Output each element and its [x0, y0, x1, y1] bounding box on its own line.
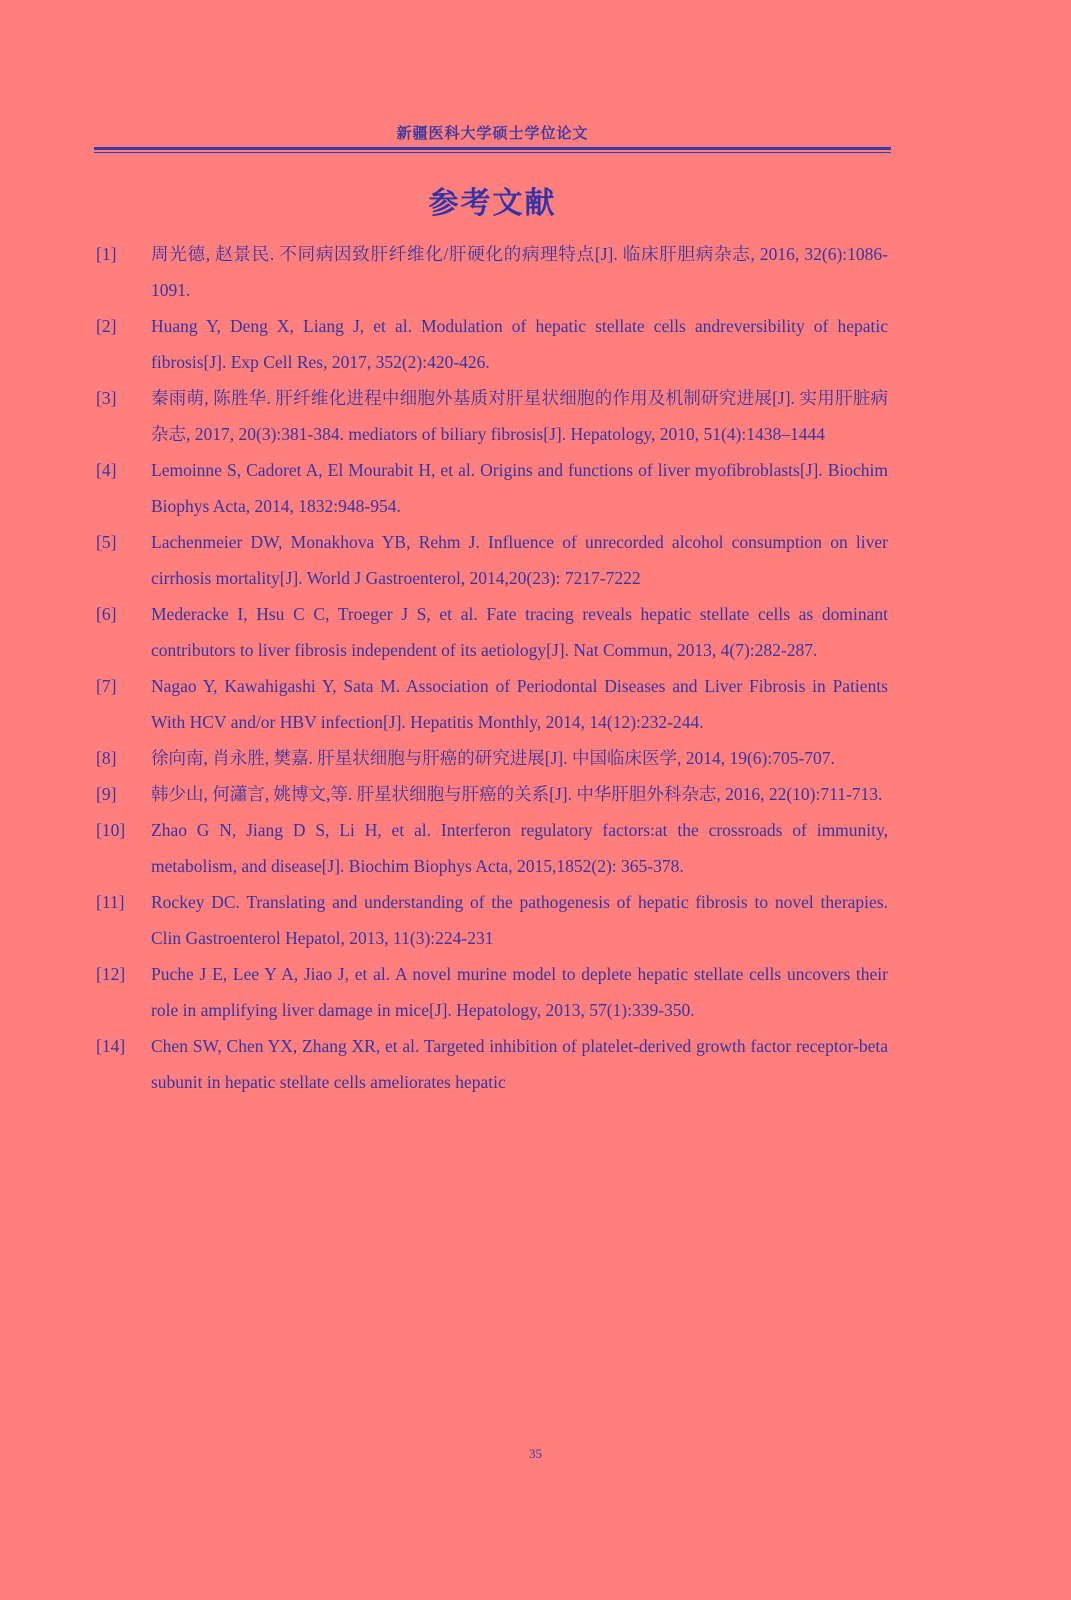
reference-text: 徐向南, 肖永胜, 樊嘉. 肝星状细胞与肝癌的研究进展[J]. 中国临床医学, 2014, 19(6):705-707. [151, 748, 835, 768]
reference-number: [8] [96, 748, 117, 768]
header-rule-thick [94, 147, 891, 150]
reference-text: Lachenmeier DW, Monakhova YB, Rehm J. Influence of unrecorded alcohol consumption on liver cirrhosis mortality[J]. World J Gastroenterol, 2014,20(23): 7217-7222 [151, 532, 888, 588]
reference-number: [4] [96, 460, 117, 480]
reference-item [96, 812, 888, 884]
reference-text: 韩少山, 何瀟言, 姚博文,等. 肝星状细胞与肝癌的关系[J]. 中华肝胆外科杂志, 2016, 22(10):711-713. [151, 784, 883, 804]
reference-text: Rockey DC. Translating and understanding of the pathogenesis of hepatic fibrosis to novel therapies. Clin Gastroenterol Hepatol, 2013, 11(3):224-231 [151, 892, 888, 948]
reference-text: Puche J E, Lee Y A, Jiao J, et al. A novel murine model to deplete hepatic stellate cells uncovers their role in amplifying liver damage in mice[J]. Hepatology, 2013, 57(1):339-350. [151, 964, 888, 1020]
reference-number: [14] [96, 1036, 126, 1056]
reference-item [96, 380, 888, 452]
reference-item [96, 524, 888, 596]
reference-item [96, 596, 888, 668]
reference-text: Nagao Y, Kawahigashi Y, Sata M. Association of Periodontal Diseases and Liver Fibrosis in Patients With HCV and/or HBV infection[J]. Hepatitis Monthly, 2014, 14(12):232-244. [151, 676, 888, 732]
reference-item [96, 308, 888, 380]
reference-text: Lemoinne S, Cadoret A, El Mourabit H, et al. Origins and functions of liver myofibroblasts[J]. Biochim Biophys Acta, 2014, 1832:948-954. [151, 460, 888, 516]
reference-number: [10] [96, 820, 126, 840]
page-title: 参考文献 [428, 186, 557, 221]
reference-item [96, 452, 888, 524]
reference-text: Huang Y, Deng X, Liang J, et al. Modulation of hepatic stellate cells andreversibility of hepatic fibrosis[J]. Exp Cell Res, 2017, 352(2):420-426. [151, 316, 888, 372]
page-number: 35 [529, 1446, 542, 1461]
reference-text: 周光德, 赵景民. 不同病因致肝纤维化/肝硬化的病理特点[J]. 临床肝胆病杂志, 2016, 32(6):1086-1091. [151, 244, 888, 300]
reference-number: [9] [96, 784, 117, 804]
reference-number: [11] [96, 892, 125, 912]
reference-item [96, 236, 888, 308]
reference-item [96, 956, 888, 1028]
reference-text: 秦雨萌, 陈胜华. 肝纤维化进程中细胞外基质对肝星状细胞的作用及机制研究进展[J]. 实用肝脏病杂志, 2017, 20(3):381-384. mediators of biliary fibrosis[J]. Hepatology, 2010, 51(4):1438–1444 [151, 388, 888, 444]
reference-number: [3] [96, 388, 117, 408]
reference-number: [12] [96, 964, 126, 984]
reference-text: Mederacke I, Hsu C C, Troeger J S, et al. Fate tracing reveals hepatic stellate cells as dominant contributors to liver fibrosis independent of its aetiology[J]. Nat Commun, 2013, 4(7):282-287. [151, 604, 888, 660]
header-rule-thin [94, 152, 891, 153]
reference-number: [1] [96, 244, 117, 264]
running-header: 新疆医科大学硕士学位论文 [396, 124, 589, 142]
reference-text: Chen SW, Chen YX, Zhang XR, et al. Targeted inhibition of platelet-derived growth factor receptor-beta subunit in hepatic stellate cells ameliorates hepatic [151, 1036, 888, 1092]
reference-number: [7] [96, 676, 117, 696]
reference-item [96, 668, 888, 740]
reference-number: [5] [96, 532, 117, 552]
reference-item [96, 776, 888, 812]
reference-list [96, 236, 888, 1100]
reference-number: [6] [96, 604, 117, 624]
reference-item [96, 1028, 888, 1100]
reference-number: [2] [96, 316, 117, 336]
reference-text: Zhao G N, Jiang D S, Li H, et al. Interferon regulatory factors:at the crossroads of immunity, metabolism, and disease[J]. Biochim Biophys Acta, 2015,1852(2): 365-378. [151, 820, 888, 876]
reference-item [96, 740, 888, 776]
reference-item [96, 884, 888, 956]
